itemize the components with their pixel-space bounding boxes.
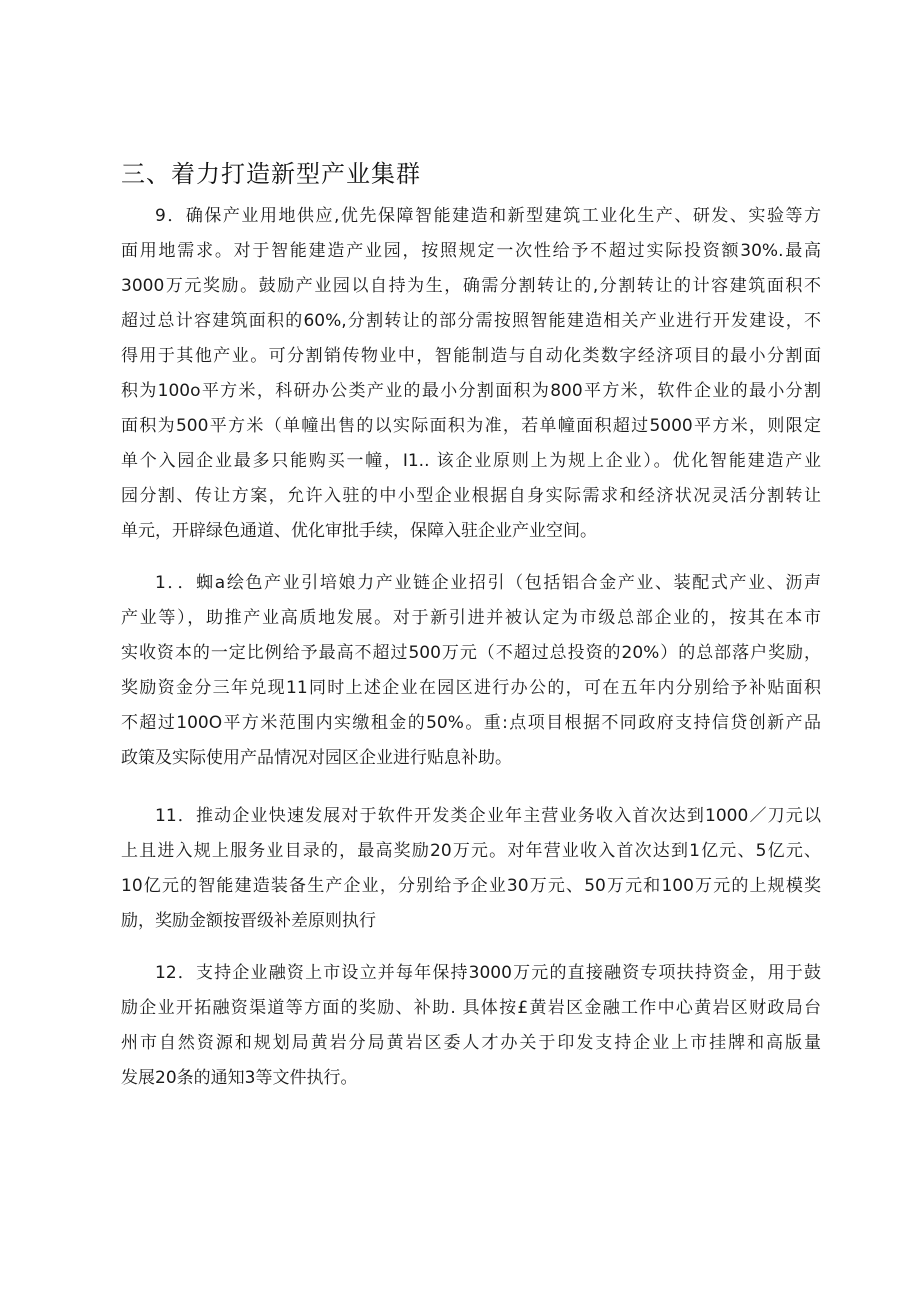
paragraph-line: 积为100o平方米，科研办公类产业的最小分割面积为800平方米，软件企业的最小分割 [121, 381, 821, 401]
paragraph-line: 得用于其他产业。可分割销传物业中，智能制造与自动化类数字经济项目的最小分割面 [121, 346, 821, 366]
paragraph-line: 1．．蜘a绘色产业引培娘力产业链企业招引（包括铝合金产业、装配式产业、沥声 [155, 573, 821, 593]
paragraph-line: 11．推动企业快速发展对于软件开发类企业年主营业务收入首次达到1000／刀元以 [155, 806, 821, 826]
paragraph-line: 奖励资金分三年兑现11同时上述企业在园区进行办公的，可在五年内分别给予补贴面积 [121, 678, 821, 698]
paragraph-line: 政策及实际使用产品情况对园区企业进行贴息补助。 [121, 748, 512, 768]
paragraph-line: 州市自然资源和规划局黄岩分局黄岩区委人才办关于印发支持企业上市挂牌和高版量 [121, 1033, 821, 1053]
paragraph-line: 单个入园企业最多只能购买一幢，I1.. 该企业原则上为规上企业）。优化智能建造产业 [121, 451, 821, 471]
paragraph-line: 面用地需求。对于智能建造产业园，按照规定一次性给予不超过实际投资额30%.最高 [121, 241, 821, 261]
paragraph-line: 12．支持企业融资上市设立并每年保持3000万元的直接融资专项扶持资金，用于鼓 [155, 963, 821, 983]
paragraph-line: 单元，开辟绿色通道、优化审批手续，保障入驻企业产业空间。 [121, 521, 597, 541]
paragraph-line: 园分割、传让方案，允许入驻的中小型企业根据自身实际需求和经济状况灵活分割转让 [121, 486, 821, 506]
paragraph-line: 产业等），助推产业高质地发展。对于新引进并被认定为市级总部企业的，按其在本市 [121, 608, 821, 628]
paragraph-line: 9．确保产业用地供应,优先保障智能建造和新型建筑工业化生产、研发、实验等方 [155, 206, 821, 226]
paragraph-line: 面积为500平方米（单幢出售的以实际面积为准，若单幢面积超过5000平方米，则限定 [121, 416, 821, 436]
paragraph-line: 上且进入规上服务业目录的，最高奖励20万元。对年营业收入首次达到1亿元、5亿元、 [121, 841, 821, 861]
paragraph-line: 发展20条的通知3等文件执行。 [121, 1068, 358, 1088]
paragraph-line: 励，奖励金额按晋级补差原则执行 [121, 911, 376, 931]
paragraph-line: 不超过100O平方米范围内实缴租金的50%。重:点项目根据不同政府支持信贷创新产品 [121, 713, 821, 733]
paragraph-line: 励企业开拓融资渠道等方面的奖励、补助. 具体按£黄岩区金融工作中心黄岩区财政局台 [121, 998, 821, 1018]
section-heading: 三、着力打造新型产业集群 [121, 160, 421, 188]
paragraph-line: 10亿元的智能建造装备生产企业，分别给予企业30万元、50万元和100万元的上规模奖 [121, 876, 821, 896]
paragraph-line: 3000万元奖励。鼓励产业园以自持为生，确需分割转让的,分割转让的计容建筑面积不 [121, 276, 821, 296]
paragraph-line: 超过总计容建筑面积的60%,分割转让的部分需按照智能建造相关产业进行开发建设，不 [121, 311, 821, 331]
paragraph-line: 实收资本的一定比例给予最高不超过500万元（不超过总投资的20%）的总部落户奖励， [121, 643, 821, 663]
